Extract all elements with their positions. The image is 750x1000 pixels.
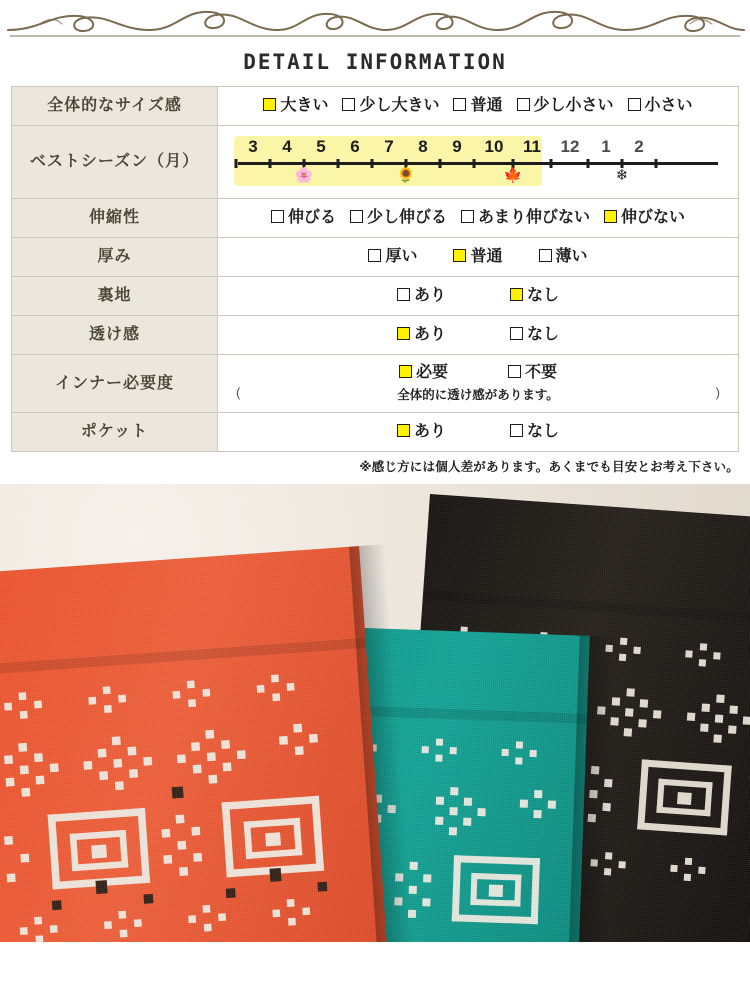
option-thickness-0[interactable] — [368, 249, 417, 265]
option-pocket-0[interactable] — [397, 424, 446, 440]
season-tick — [371, 159, 374, 168]
option-size-2[interactable] — [453, 98, 502, 114]
option-stretch-3[interactable] — [604, 210, 685, 226]
table-row — [12, 126, 739, 199]
option-sheerness-0[interactable] — [397, 327, 446, 343]
row-value-inner-need — [218, 355, 739, 413]
checkbox-icon[interactable] — [453, 98, 466, 111]
option-label: 普通 — [470, 248, 503, 265]
option-size-1[interactable] — [342, 98, 439, 114]
checkbox-icon[interactable] — [263, 98, 276, 111]
note-paren-right: ) — [715, 385, 720, 400]
option-label: なし — [527, 423, 560, 440]
option-label: 薄い — [555, 248, 588, 265]
option-label: あり — [413, 287, 446, 304]
spring-flower-icon: 🌸 — [294, 167, 314, 184]
season-month: 4 — [282, 137, 292, 156]
table-row — [12, 316, 739, 355]
option-label: なし — [527, 326, 560, 343]
option-thickness-2[interactable] — [539, 249, 588, 265]
option-label: 少し大きい — [359, 97, 440, 114]
table-row — [12, 277, 739, 316]
option-lining-0[interactable] — [397, 288, 446, 304]
season-month-labels — [222, 137, 734, 159]
row-label-size: 全体的なサイズ感 — [12, 87, 218, 126]
option-pocket-1[interactable] — [510, 424, 559, 440]
option-label: 大きい — [280, 97, 329, 114]
table-row — [12, 413, 739, 452]
row-value-thickness — [218, 238, 739, 277]
option-label: 普通 — [470, 97, 503, 114]
option-label: 厚い — [385, 248, 418, 265]
season-axis-line — [238, 162, 718, 165]
row-value-sheerness — [218, 316, 739, 355]
option-stretch-0[interactable] — [271, 210, 336, 226]
season-month: 9 — [452, 137, 462, 156]
header-ornament — [0, 0, 750, 46]
checkbox-icon[interactable] — [508, 365, 521, 378]
option-label: 必要 — [415, 364, 448, 381]
season-tick — [473, 159, 476, 168]
season-tick — [235, 159, 238, 168]
row-label-pocket: ポケット — [12, 413, 218, 452]
checkbox-icon[interactable] — [342, 98, 355, 111]
row-label-inner-need: インナー必要度 — [12, 355, 218, 413]
season-month: 6 — [350, 137, 360, 156]
season-tick — [439, 159, 442, 168]
checkbox-icon[interactable] — [271, 210, 284, 223]
option-label: 伸びない — [621, 209, 686, 226]
option-label: あり — [413, 423, 446, 440]
option-label: なし — [527, 287, 560, 304]
row-label-lining: 裏地 — [12, 277, 218, 316]
table-row — [12, 199, 739, 238]
page-title: DETAIL INFORMATION — [243, 50, 507, 74]
row-value-stretch — [218, 199, 739, 238]
season-tick — [337, 159, 340, 168]
option-label: あまり伸びない — [478, 209, 591, 226]
footnote: ※感じ方には個人差があります。あくまでも目安とお考え下さい。 — [359, 460, 739, 474]
sunflower-icon: 🌻 — [396, 167, 416, 184]
inner-need-note-wrap — [222, 385, 734, 403]
option-inner-1[interactable] — [508, 365, 557, 381]
season-month: 7 — [384, 137, 394, 156]
option-inner-0[interactable] — [399, 365, 448, 381]
season-tick — [550, 159, 553, 168]
option-label: 少し伸びる — [366, 209, 447, 226]
row-label-sheerness: 透け感 — [12, 316, 218, 355]
table-row — [12, 238, 739, 277]
cloth-orange — [0, 546, 392, 942]
option-lining-1[interactable] — [510, 288, 559, 304]
row-value-best-season — [218, 126, 739, 199]
note-paren-left: ( — [236, 385, 241, 400]
season-month: 10 — [484, 137, 504, 156]
option-stretch-1[interactable] — [350, 210, 447, 226]
inner-need-note: 全体的に透け感があります。 — [397, 388, 559, 402]
season-month: 11 — [523, 137, 541, 156]
option-sheerness-1[interactable] — [510, 327, 559, 343]
row-label-stretch: 伸縮性 — [12, 199, 218, 238]
season-month: 12 — [560, 137, 580, 156]
option-label: 小さい — [644, 97, 693, 114]
row-label-thickness: 厚み — [12, 238, 218, 277]
checkbox-icon[interactable] — [397, 424, 410, 437]
row-value-pocket — [218, 413, 739, 452]
season-tick — [655, 159, 658, 168]
checkbox-icon[interactable] — [397, 327, 410, 340]
option-label: 伸びる — [287, 209, 336, 226]
checkbox-icon[interactable] — [517, 98, 530, 111]
row-value-size — [218, 87, 739, 126]
season-month: 3 — [248, 137, 258, 156]
table-row — [12, 355, 739, 413]
option-label: あり — [413, 326, 446, 343]
maple-leaf-icon: 🍁 — [503, 167, 523, 184]
season-tick — [587, 159, 590, 168]
checkbox-icon[interactable] — [604, 210, 617, 223]
cloth-orange-embroidery — [0, 661, 388, 942]
option-thickness-1[interactable] — [453, 249, 502, 265]
season-month: 5 — [316, 137, 326, 156]
row-label-best-season: ベストシーズン（月） — [12, 126, 218, 199]
option-label: 少し小さい — [533, 97, 614, 114]
checkbox-icon[interactable] — [368, 249, 381, 262]
checkbox-icon[interactable] — [453, 249, 466, 262]
season-month: 8 — [418, 137, 428, 156]
snowflake-icon: ❄ — [615, 167, 629, 184]
checkbox-icon[interactable] — [510, 424, 523, 437]
checkbox-icon[interactable] — [461, 210, 474, 223]
checkbox-icon[interactable] — [628, 98, 641, 111]
option-size-3[interactable] — [517, 98, 614, 114]
table-row — [12, 87, 739, 126]
season-timeline — [222, 135, 734, 189]
product-photo — [0, 484, 750, 942]
checkbox-icon[interactable] — [539, 249, 552, 262]
season-month: 1 — [601, 137, 611, 156]
checkbox-icon[interactable] — [510, 327, 523, 340]
option-stretch-2[interactable] — [461, 210, 590, 226]
season-month: 2 — [634, 137, 644, 156]
checkbox-icon[interactable] — [510, 288, 523, 301]
option-label: 不要 — [525, 364, 558, 381]
option-size-0[interactable] — [263, 98, 328, 114]
row-value-lining — [218, 277, 739, 316]
option-size-4[interactable] — [628, 98, 693, 114]
checkbox-icon[interactable] — [350, 210, 363, 223]
detail-information-table — [11, 86, 739, 452]
checkbox-icon[interactable] — [397, 288, 410, 301]
checkbox-icon[interactable] — [399, 365, 412, 378]
season-tick — [269, 159, 272, 168]
